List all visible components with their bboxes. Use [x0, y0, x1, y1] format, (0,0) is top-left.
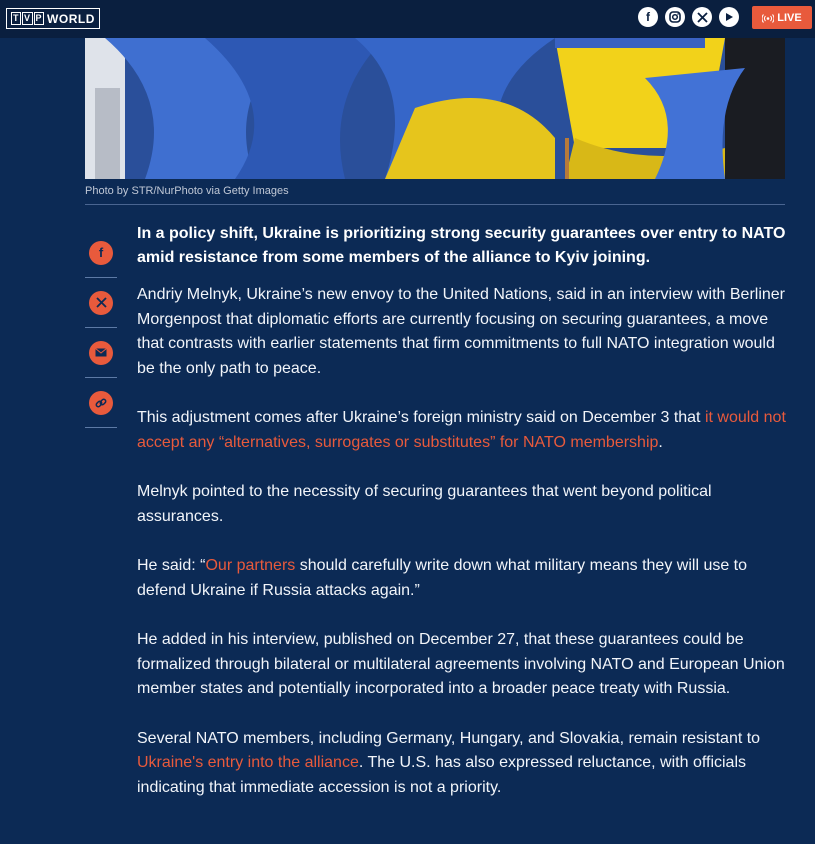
- paragraph-6: Several NATO members, including Germany, Hungary, and Slovakia, remain resistant to Ukraine's entry into the alliance. The U.S. has also expressed reluctance, with officials indicating that immediate accession is not a priority.: [137, 729, 761, 796]
- paragraph-4: He said: “Our partners should carefully write down what military means they will use to defend Ukraine if Russia attacks again.”: [137, 557, 748, 599]
- paragraph-2: This adjustment comes after Ukraine’s foreign ministry said on December 3 that it would not accept any “alternatives, surrogates or substitutes” for NATO membership.: [137, 409, 786, 451]
- top-bar: [0, 0, 815, 38]
- social-links: [638, 7, 739, 27]
- live-label: LIVE: [777, 11, 802, 24]
- instagram-icon[interactable]: [665, 7, 685, 27]
- share-link: [85, 378, 117, 428]
- paragraph-5: He added in his interview, published on December 27, that these guarantees could be formalized through bilateral or multilateral agreements involving NATO and European Union member states and potentially incorporated into a broader peace treaty with Russia.: [137, 631, 785, 697]
- caption-divider: [85, 204, 785, 205]
- x-icon[interactable]: [89, 291, 113, 315]
- x-icon[interactable]: [692, 7, 712, 27]
- article-lead: In a policy shift, Ukraine is prioritizing strong security guarantees over entry to NATO amid resistance from some members of the alliance to Kyiv joining.: [137, 225, 786, 266]
- facebook-icon[interactable]: f: [638, 7, 658, 27]
- paragraph-1: Andriy Melnyk, Ukraine’s new envoy to the United Nations, said in an interview with Berliner Morgenpost that diplomatic efforts are currently focusing on securing guarantees, a move that contrasts with earlier statements that firm commitments to full NATO integration would be the only path to peace.: [137, 286, 786, 377]
- link-icon[interactable]: [89, 391, 113, 415]
- paragraph-3: Melnyk pointed to the necessity of securing guarantees that went beyond political assurances.: [137, 483, 712, 525]
- broadcast-icon: [762, 14, 772, 22]
- tvp-world-logo[interactable]: [6, 8, 100, 29]
- share-bar: [85, 228, 117, 428]
- share-facebook: [85, 228, 117, 278]
- share-email: [85, 328, 117, 378]
- email-icon[interactable]: [89, 341, 113, 365]
- link-our-partners[interactable]: Our partners: [205, 557, 296, 574]
- link-nato-alternatives[interactable]: it would not accept any “alternatives, surrogates or substitutes” for NATO membership: [137, 409, 786, 451]
- article-body: [137, 222, 787, 825]
- link-ukraine-entry[interactable]: Ukraine's entry into the alliance: [137, 754, 359, 771]
- youtube-icon[interactable]: [719, 7, 739, 27]
- logo-world-text: WORLD: [47, 11, 95, 26]
- article-photo: [85, 38, 785, 179]
- facebook-icon[interactable]: f: [89, 241, 113, 265]
- share-x: [85, 278, 117, 328]
- live-button[interactable]: [752, 6, 812, 29]
- logo-tvp-mark: T V P: [13, 13, 43, 23]
- photo-caption: Photo by STR/NurPhoto via Getty Images: [85, 185, 289, 197]
